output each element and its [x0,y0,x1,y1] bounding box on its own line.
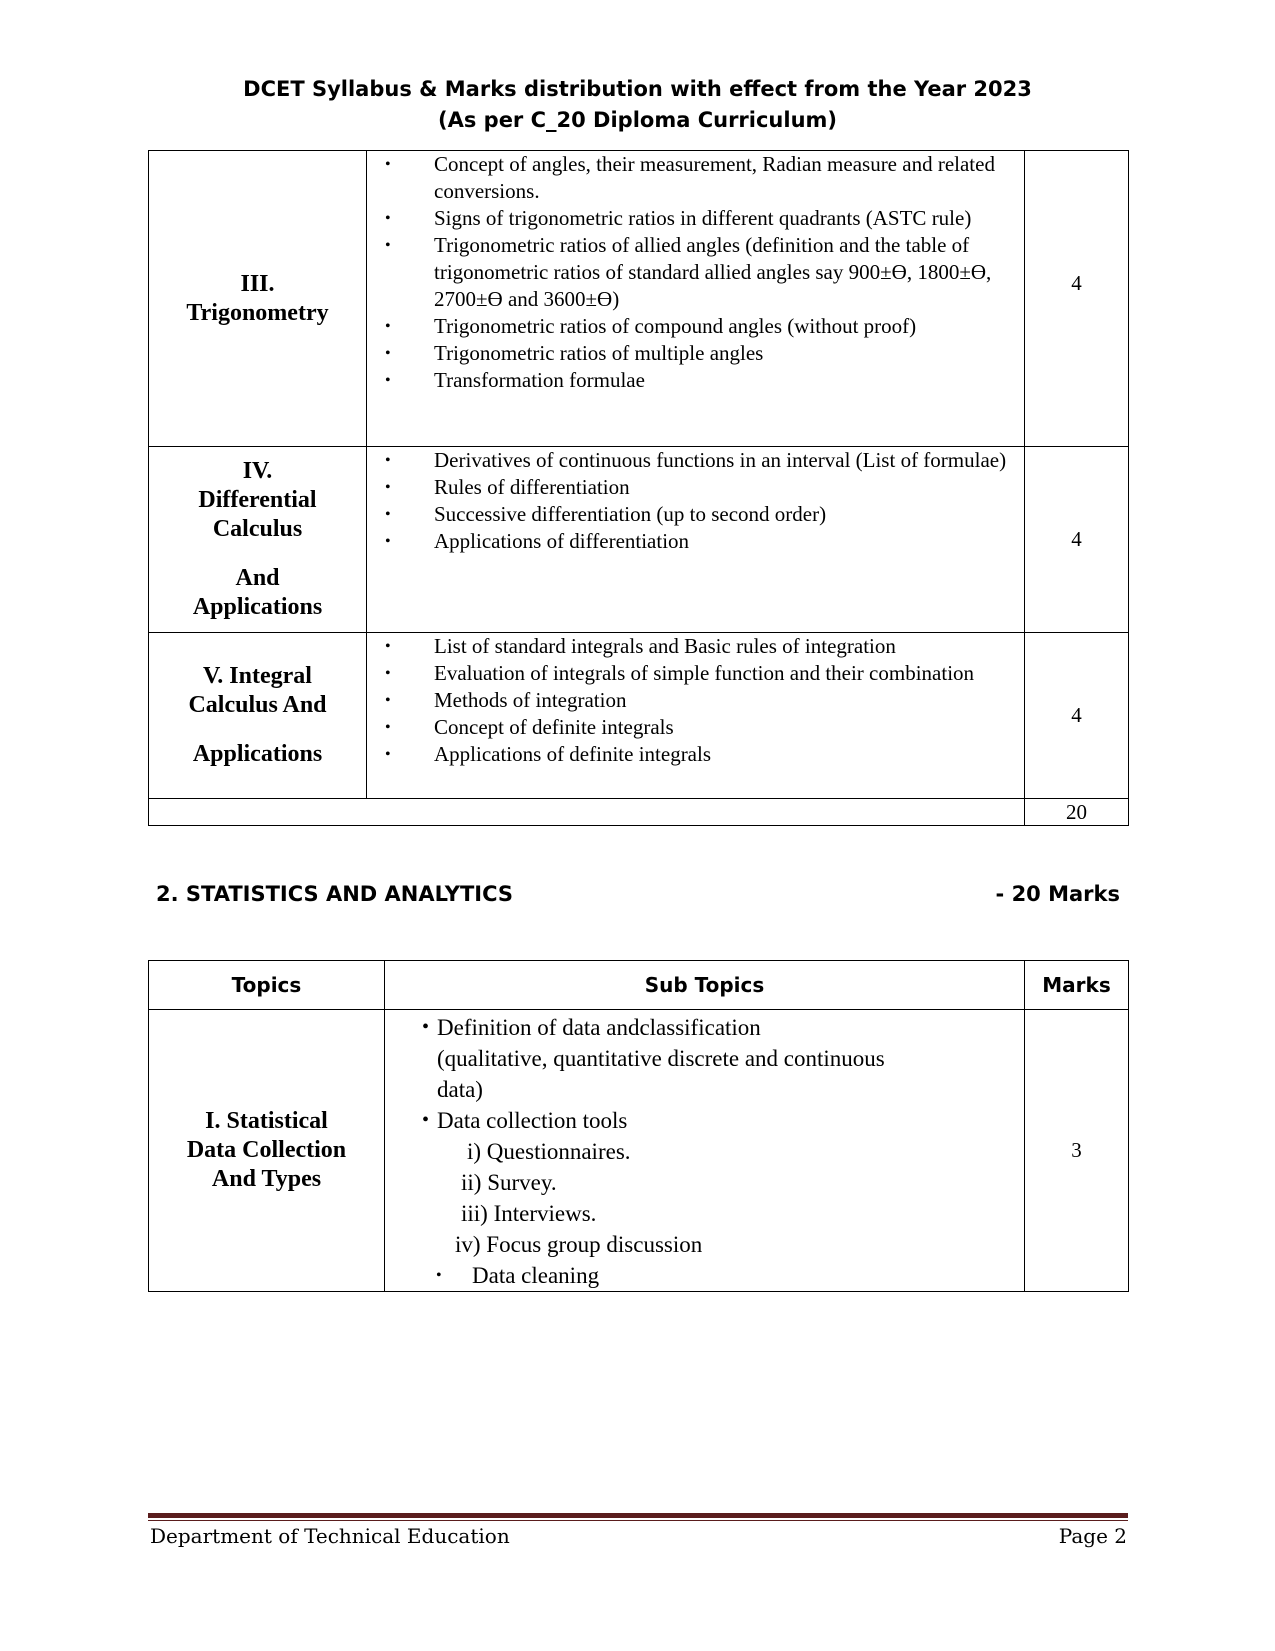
marks-cell: 4 [1025,447,1129,633]
list-item: • Data cleaning [385,1260,1024,1291]
total-blank-cell [149,799,1025,826]
page-header [0,74,1275,136]
list-item: • List of standard integrals and Basic rules of integration [434,633,1024,660]
section-title: 2. STATISTICS AND ANALYTICS [156,882,514,906]
list-item: • Derivatives of continuous functions in an interval (List of formulae) [434,447,1024,474]
column-header-topics: Topics [149,961,385,1010]
marks-cell: 4 [1025,151,1129,447]
total-row [149,799,1129,826]
list-item: • Definition of data andclassification [385,1012,1024,1043]
subtopic-list [367,447,1024,555]
list-item: • Transformation formulae [434,367,1024,394]
total-marks-cell: 20 [1025,799,1129,826]
list-item: • Trigonometric ratios of compound angles (without proof) [434,313,1024,340]
table-row [149,447,1129,633]
tool-item: ii) Survey. [461,1170,557,1195]
list-item: • Rules of differentiation [434,474,1024,501]
list-item: • Successive differentiation (up to second order) [434,501,1024,528]
list-item: • Concept of angles, their measurement, Radian measure and related conversions. [434,151,1024,205]
list-item-continuation: (qualitative, quantitative discrete and continuous [437,1046,885,1071]
footer-page-number: Page 2 [1058,1524,1127,1548]
subtopic-list [367,151,1024,394]
mathematics-syllabus-table [148,150,1129,826]
footer-divider [148,1513,1128,1518]
header-title: DCET Syllabus & Marks distribution with effect from the Year 2023 [243,77,1032,101]
tool-item: iv) Focus group discussion [455,1232,703,1257]
footer-divider-thin [148,1520,1128,1521]
table-row [149,1010,1129,1292]
column-header-marks: Marks [1025,961,1129,1010]
subtopics-cell [367,151,1025,447]
list-item-continuation: data) [437,1077,483,1102]
footer-department: Department of Technical Education [150,1524,510,1548]
table-row [149,151,1129,447]
marks-cell: 3 [1025,1010,1129,1292]
topic-cell: V. Integral Calculus And Applications [149,633,367,799]
marks-cell: 4 [1025,633,1129,799]
list-item: • Data collection tools [385,1105,1024,1136]
section-marks: - 20 Marks [995,882,1120,906]
list-item: • Applications of differentiation [434,528,1024,555]
subtopic-list [385,1010,1024,1291]
topic-cell: I. Statistical Data Collection And Types [149,1010,385,1292]
list-item: • Signs of trigonometric ratios in different quadrants (ASTC rule) [434,205,1024,232]
tool-item: iii) Interviews. [461,1201,597,1226]
tool-item: i) Questionnaires. [467,1139,631,1164]
table-header-row [149,961,1129,1010]
topic-cell: IV. Differential Calculus And Applications [149,447,367,633]
table-row [149,633,1129,799]
list-item: • Applications of definite integrals [434,741,1024,768]
list-item: • Concept of definite integrals [434,714,1024,741]
statistics-syllabus-table [148,960,1129,1292]
list-item: • Evaluation of integrals of simple function and their combination [434,660,1024,687]
subtopic-list [367,633,1024,768]
list-item: • Trigonometric ratios of allied angles (definition and the table of trigonometric ratios of standard allied angles say 900±Ө, 1800±Ө, 2700±Ө and 3600±Ө) [434,232,1024,313]
subtopics-cell [367,447,1025,633]
header-subtitle: (As per C_20 Diploma Curriculum) [438,108,837,132]
topic-cell: III. Trigonometry [149,151,367,447]
subtopics-cell [367,633,1025,799]
column-header-subtopics: Sub Topics [385,961,1025,1010]
list-item: • Trigonometric ratios of multiple angles [434,340,1024,367]
subtopics-cell [385,1010,1025,1292]
list-item: • Methods of integration [434,687,1024,714]
